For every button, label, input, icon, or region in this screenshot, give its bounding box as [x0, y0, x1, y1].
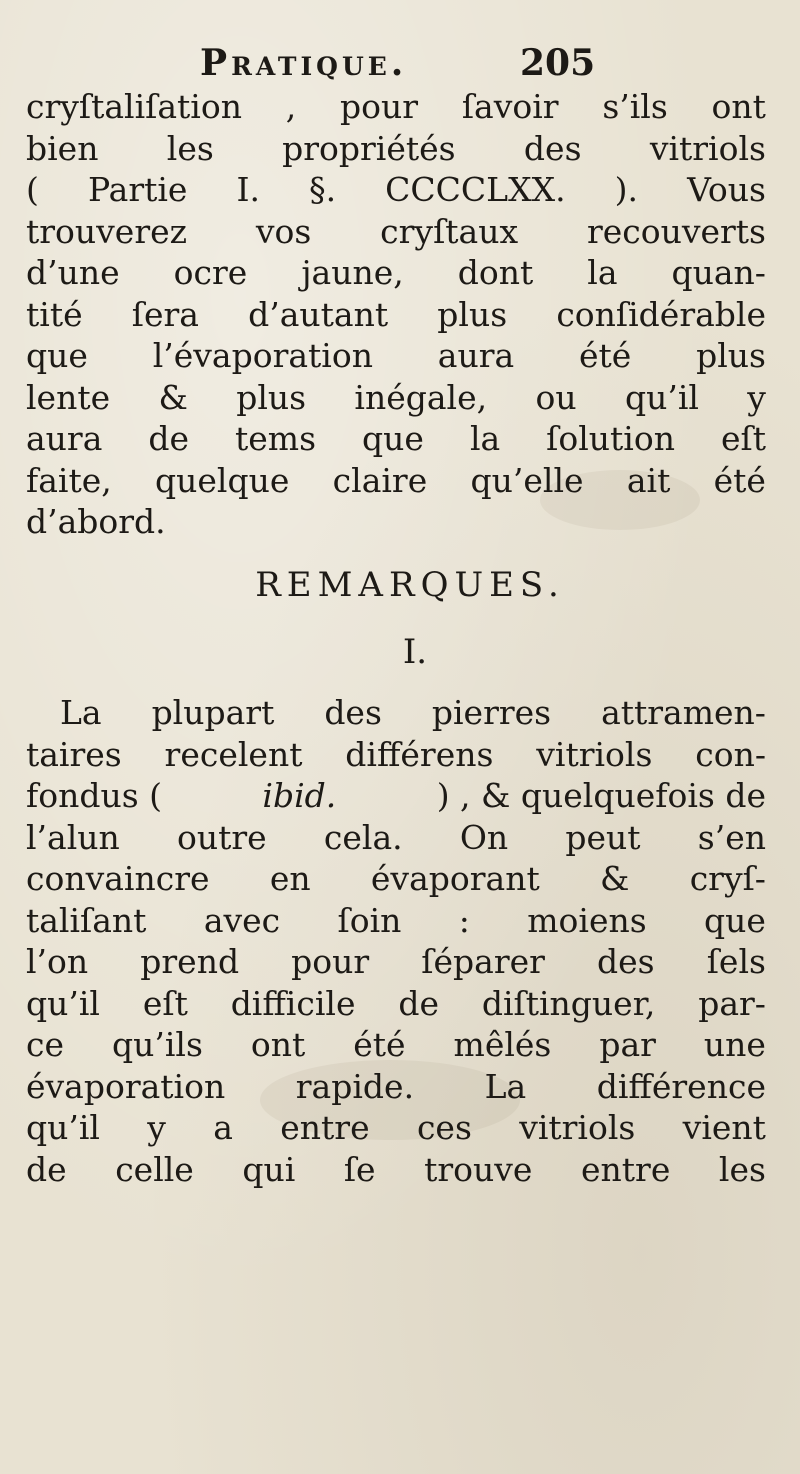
text-line — [26, 169, 766, 211]
text-line — [26, 858, 766, 900]
word: cryſtaux — [380, 211, 519, 251]
word: claire — [332, 460, 428, 500]
word: y — [747, 377, 766, 417]
word: , — [285, 87, 297, 126]
word: ſera — [131, 294, 199, 334]
text-line — [26, 734, 766, 776]
word: La — [484, 1066, 527, 1106]
word: de — [148, 419, 190, 458]
word: de — [398, 983, 439, 1023]
word: con- — [695, 734, 766, 774]
word: tems — [235, 419, 317, 458]
word: I. — [236, 170, 261, 209]
word: les — [166, 128, 214, 168]
word: en — [269, 859, 311, 898]
word: été — [713, 460, 766, 500]
word: s’en — [697, 817, 766, 857]
text-line — [26, 377, 766, 419]
word: avec — [203, 900, 281, 940]
word: pour — [291, 942, 370, 981]
word: ont — [711, 87, 766, 126]
word: d’autant — [248, 294, 389, 334]
text-line — [26, 941, 766, 983]
word: différence — [596, 1066, 766, 1106]
ibid-reference: ibid. — [262, 776, 337, 815]
word: ſéparer — [421, 942, 545, 981]
word: ſels — [706, 942, 766, 981]
word: qu’ils — [111, 1025, 203, 1064]
word: & — [158, 377, 188, 417]
word: plus — [696, 336, 766, 375]
word: aura — [437, 336, 515, 375]
word: tité — [26, 294, 83, 334]
word: qui — [242, 1149, 296, 1189]
word: l’on — [26, 942, 89, 981]
word: lente — [26, 377, 111, 417]
word: inégale, — [354, 377, 488, 417]
text-line — [26, 983, 766, 1025]
text-run: fondus ( — [26, 776, 163, 815]
word: ſolution — [546, 419, 675, 458]
page-number: 205 — [520, 42, 596, 84]
word: ſoin — [337, 900, 402, 940]
word: vitriols — [519, 1108, 636, 1147]
word: vitriols — [649, 128, 766, 168]
word: quelque — [155, 460, 290, 500]
word: ces — [416, 1108, 472, 1147]
word: d’une — [26, 253, 120, 292]
word: peut — [565, 817, 641, 857]
word: ( — [26, 170, 39, 209]
word: attramen- — [601, 693, 766, 732]
word: plus — [236, 377, 307, 417]
word: On — [459, 817, 509, 857]
word: des — [324, 693, 382, 732]
word: outre — [177, 817, 267, 857]
text-line — [26, 211, 766, 253]
word: cela. — [323, 817, 403, 857]
text-line — [26, 900, 766, 942]
word: & — [600, 859, 630, 898]
word: que — [704, 900, 766, 940]
word: des — [523, 128, 582, 168]
word: bien — [26, 128, 99, 168]
word: entre — [581, 1149, 671, 1189]
word: ait — [626, 460, 671, 500]
word: par- — [698, 983, 766, 1023]
word: Vous — [687, 170, 766, 209]
word: que — [26, 336, 88, 375]
text-line — [26, 294, 766, 336]
word: l’évaporation — [152, 336, 373, 375]
text-line — [26, 128, 766, 170]
word: convaincre — [26, 859, 210, 898]
section-numeral: I. — [402, 632, 428, 672]
word: évaporation — [26, 1066, 226, 1106]
word: la — [469, 419, 501, 458]
word: ſavoir — [461, 87, 559, 126]
word: pour — [340, 87, 419, 126]
word: cryſ- — [689, 859, 766, 898]
word: ont — [250, 1025, 306, 1064]
word: évaporant — [370, 859, 540, 898]
word: été — [578, 336, 632, 375]
word: qu’il — [26, 1108, 100, 1147]
word: taliſant — [26, 900, 147, 940]
word: ſe — [343, 1149, 376, 1189]
word: recelent — [164, 734, 303, 774]
word: eſt — [720, 419, 766, 458]
paragraph-1 — [26, 86, 766, 543]
text-line — [26, 1107, 766, 1149]
word: dont — [457, 253, 534, 292]
word: diſtinguer, — [481, 983, 656, 1023]
word: entre — [280, 1108, 370, 1147]
word: qu’elle — [470, 460, 584, 500]
word: difficile — [230, 983, 356, 1023]
running-head: Pratique. — [200, 42, 408, 84]
text-line — [26, 692, 766, 734]
word: aura — [26, 419, 103, 458]
word: que — [362, 419, 424, 458]
word: moiens — [527, 900, 647, 940]
word: ce — [26, 1025, 65, 1064]
word: faite, — [26, 460, 112, 500]
word: y — [147, 1108, 166, 1147]
word: qu’il — [26, 983, 100, 1023]
word: vos — [255, 211, 312, 251]
text-line — [26, 1149, 766, 1191]
text-line — [26, 460, 766, 502]
word: trouve — [424, 1149, 533, 1189]
word: pierres — [431, 693, 552, 732]
word: une — [703, 1025, 766, 1064]
word: CCCCLXX. — [385, 170, 566, 209]
word: prend — [140, 942, 240, 981]
word: rapide. — [295, 1066, 415, 1106]
word: propriétés — [282, 128, 456, 168]
word: été — [353, 1025, 406, 1064]
word: plus — [437, 294, 508, 334]
word: eſt — [142, 983, 188, 1023]
word: des — [597, 942, 655, 981]
text-line — [26, 86, 766, 128]
word: trouverez — [26, 211, 188, 251]
text-run: ) , & quelquefois de — [436, 776, 766, 815]
text-line — [26, 252, 766, 294]
word: celle — [115, 1149, 194, 1189]
word: l’alun — [26, 817, 120, 857]
word: cryſtaliſation — [26, 87, 242, 126]
text-line: d’abord. — [26, 502, 166, 541]
word: taires — [26, 734, 122, 774]
section-heading: REMARQUES. — [255, 565, 565, 605]
word: mêlés — [453, 1025, 552, 1064]
word: quan- — [671, 253, 766, 292]
word: La — [60, 693, 102, 732]
text-line — [26, 1024, 766, 1066]
word: plupart — [151, 693, 275, 732]
word: a — [213, 1108, 233, 1147]
word: : — [458, 900, 470, 940]
word: recouverts — [586, 211, 766, 251]
word: par — [599, 1025, 656, 1064]
word: vitriols — [536, 734, 653, 774]
word: conſidérable — [556, 294, 766, 334]
paragraph-2 — [26, 692, 766, 1190]
word: différens — [345, 734, 494, 774]
text-line — [26, 1066, 766, 1108]
word: jaune, — [301, 253, 404, 292]
word: ou — [535, 377, 577, 417]
text-line — [26, 335, 766, 377]
word: ocre — [173, 253, 248, 292]
text-line — [26, 775, 766, 817]
word: les — [718, 1149, 766, 1189]
word: Partie — [87, 170, 188, 209]
text-line — [26, 418, 766, 460]
word: de — [26, 1149, 67, 1189]
page-header — [0, 40, 800, 90]
word: qu’il — [624, 377, 699, 417]
word: s’ils — [602, 87, 668, 126]
text-line — [26, 817, 766, 859]
word: vient — [682, 1108, 766, 1147]
word: la — [587, 253, 618, 292]
word: §. — [309, 170, 337, 209]
word: ). — [614, 170, 638, 209]
